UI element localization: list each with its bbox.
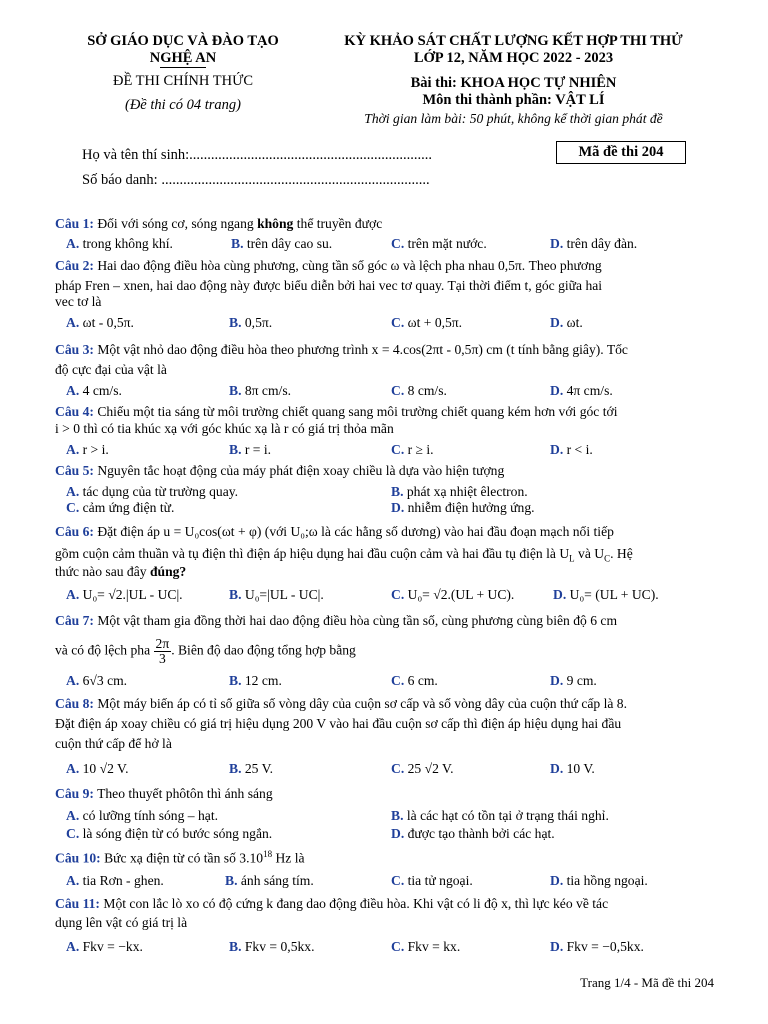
- question-9: Câu 9: Theo thuyết phôtôn thì ánh sáng: [55, 786, 273, 801]
- q5-option-b[interactable]: B. phát xạ nhiệt êlectron.: [391, 484, 528, 499]
- question-6: Câu 6: Đặt điện áp u = U₀cos(ωt + φ) (với U₀;ω là các hằng số dương) vào hai đầu đoạn mạch nối tiếp: [55, 524, 614, 539]
- question-8-line2: Đặt điện áp xoay chiều có giá trị hiệu dụng 200 V vào hai đầu cuộn sơ cấp thì điện áp hiệu dụng hai đầu: [55, 716, 622, 731]
- question-6-line3: thức nào sau đây đúng?: [55, 564, 187, 579]
- exam-subject-group: Bài thi: KHOA HỌC TỰ NHIÊN: [410, 75, 617, 91]
- q8-option-c[interactable]: C. 25 √2 V.: [391, 761, 454, 776]
- q1-option-b[interactable]: B. trên dây cao su.: [231, 236, 333, 251]
- q3-option-b[interactable]: B. 8π cm/s.: [229, 383, 292, 398]
- q4-option-c[interactable]: C. r ≥ i.: [391, 442, 434, 457]
- q9-option-d[interactable]: D. được tạo thành bởi các hạt.: [391, 826, 555, 841]
- question-3-line2: độ cực đại của vật là: [55, 362, 167, 377]
- question-11-line2: dụng lên vật có giá trị là: [55, 915, 188, 930]
- question-7-line2: và có độ lệch pha $\frac{2\pi}{3}$ . Biên độ dao động tổng hợp bằng: [55, 636, 356, 666]
- q8-option-b[interactable]: B. 25 V.: [229, 761, 274, 776]
- q4-option-b[interactable]: B. r = i.: [229, 442, 272, 457]
- question-6-line2: gồm cuộn cảm thuần và tụ điện thì điện áp hiệu dụng hai đầu cuộn cảm và hai đầu tụ điện là $U_L$ và $U_C$. Hệ: [55, 546, 633, 564]
- exam-duration: Thời gian làm bài: 50 phút, không kể thời gian phát đề: [364, 111, 663, 126]
- q7-option-a[interactable]: A. 6√3 cm.: [66, 673, 128, 688]
- q2-option-d[interactable]: D. ωt.: [550, 315, 583, 330]
- candidate-name-field: Họ và tên thí sinh:...................................................................: [82, 147, 433, 163]
- question-text: thể truyền được: [293, 216, 383, 231]
- candidate-id-field: Số báo danh: ..........................................................................: [82, 172, 430, 188]
- exam-title: KỲ KHẢO SÁT CHẤT LƯỢNG KẾT HỢP THI THỬ: [344, 33, 683, 49]
- q10-option-d[interactable]: D. tia hồng ngoại.: [550, 873, 648, 888]
- q4-option-a[interactable]: A. r > i.: [66, 442, 109, 457]
- question-text: Đối với sóng cơ, sóng ngang: [97, 216, 258, 231]
- q6-option-a[interactable]: A. U₀= √2.|UL - UC|.: [66, 587, 183, 602]
- q7-option-c[interactable]: C. 6 cm.: [391, 673, 438, 688]
- q6-option-b[interactable]: B. U₀=|UL - UC|.: [229, 587, 324, 602]
- question-8: Câu 8: Một máy biến áp có tỉ số giữa số vòng dây của cuộn sơ cấp và số vòng dây của cuộn thứ cấp là 8.: [55, 696, 627, 711]
- q5-option-c[interactable]: C. cảm ứng điện từ.: [66, 500, 175, 515]
- q2-option-c[interactable]: C. ωt + 0,5π.: [391, 315, 463, 330]
- q1-option-a[interactable]: A. trong không khí.: [66, 236, 173, 251]
- question-8-line3: cuộn thứ cấp để hở là: [55, 736, 172, 751]
- q7-option-b[interactable]: B. 12 cm.: [229, 673, 282, 688]
- q11-option-c[interactable]: C. Fkv = kx.: [391, 939, 461, 954]
- q9-option-c[interactable]: C. là sóng điện từ có bước sóng ngắn.: [66, 826, 273, 841]
- q8-option-a[interactable]: A. 10 √2 V.: [66, 761, 129, 776]
- question-2-line3: vec tơ là: [55, 294, 102, 309]
- question-4: Câu 4: Chiếu một tia sáng từ môi trường chiết quang sang môi trường chiết quang kém hơn với góc tới: [55, 404, 618, 419]
- q2-option-b[interactable]: B. 0,5π.: [229, 315, 273, 330]
- q3-option-d[interactable]: D. 4π cm/s.: [550, 383, 613, 398]
- question-11: Câu 11: Một con lắc lò xo có độ cứng k đang dao động điều hòa. Khi vật có li độ x, thì lực kéo về tác: [55, 896, 609, 911]
- q6-option-d[interactable]: D. U₀= (UL + UC).: [553, 587, 659, 602]
- q10-option-b[interactable]: B. ánh sáng tím.: [225, 873, 314, 888]
- exam-subject: Môn thi thành phần: VẬT LÍ: [422, 92, 605, 108]
- q5-option-a[interactable]: A. tác dụng của từ trường quay.: [66, 484, 239, 499]
- q11-option-a[interactable]: A. Fkv = −kx.: [66, 939, 143, 954]
- question-10: Câu 10: Bức xạ điện từ có tần số 3.10$^{18}$ Hz là: [55, 849, 305, 866]
- official-label: ĐỀ THI CHÍNH THỨC: [112, 73, 253, 89]
- department-name: SỞ GIÁO DỤC VÀ ĐÀO TẠO: [87, 33, 279, 49]
- question-number: Câu 1:: [55, 216, 94, 231]
- q9-option-a[interactable]: A. có lưỡng tính sóng – hạt.: [66, 808, 219, 823]
- question-4-line2: i > 0 thì có tia khúc xạ với góc khúc xạ là r có giá trị thỏa mãn: [55, 421, 394, 436]
- question-7: Câu 7: Một vật tham gia đồng thời hai dao động điều hòa cùng tần số, cùng phương cùng biên độ 6 cm: [55, 613, 618, 628]
- page-count-note: (Đề thi có 04 trang): [125, 97, 241, 113]
- q4-option-d[interactable]: D. r < i.: [550, 442, 593, 457]
- q10-option-a[interactable]: A. tia Rơn - ghen.: [66, 873, 164, 888]
- q7-option-d[interactable]: D. 9 cm.: [550, 673, 597, 688]
- question-2-line2: pháp Fren – xnen, hai dao động này được biểu diễn bởi hai vec tơ quay. Tại thời điểm t, góc giữa hai: [55, 278, 603, 293]
- q10-option-c[interactable]: C. tia tử ngoại.: [391, 873, 473, 888]
- province-name: NGHỆ AN: [149, 50, 217, 66]
- q8-option-d[interactable]: D. 10 V.: [550, 761, 595, 776]
- exam-code-box: Mã đề thi 204: [556, 141, 686, 164]
- page-footer: Trang 1/4 - Mã đề thi 204: [580, 975, 714, 990]
- question-2: Câu 2: Hai dao động điều hòa cùng phương, cùng tần số góc ω và lệch pha nhau 0,5π. Theo phương: [55, 258, 602, 273]
- q1-option-c[interactable]: C. trên mặt nước.: [391, 236, 487, 251]
- exam-grade-year: LỚP 12, NĂM HỌC 2022 - 2023: [413, 50, 614, 66]
- question-5: Câu 5: Nguyên tắc hoạt động của máy phát điện xoay chiều là dựa vào hiện tượng: [55, 463, 505, 478]
- q3-option-c[interactable]: C. 8 cm/s.: [391, 383, 447, 398]
- q9-option-b[interactable]: B. là các hạt có tồn tại ở trạng thái nghỉ.: [391, 808, 609, 823]
- q1-option-d[interactable]: D. trên dây đàn.: [550, 236, 638, 251]
- question-1: [55, 216, 382, 232]
- question-3: Câu 3: Một vật nhỏ dao động điều hòa theo phương trình x = 4.cos(2πt - 0,5π) cm (t tính bằng giây). Tốc: [55, 342, 628, 357]
- phase-fraction: $\frac{2\pi}{3}$: [155, 636, 170, 666]
- q11-option-b[interactable]: B. Fkv = 0,5kx.: [229, 939, 315, 954]
- q2-option-a[interactable]: A. ωt - 0,5π.: [66, 315, 134, 330]
- q5-option-d[interactable]: D. nhiễm điện hưởng ứng.: [391, 500, 535, 515]
- question-emphasis: không: [257, 216, 294, 231]
- q3-option-a[interactable]: A. 4 cm/s.: [66, 383, 122, 398]
- header-divider: [160, 67, 206, 68]
- q11-option-d[interactable]: D. Fkv = −0,5kx.: [550, 939, 644, 954]
- q6-option-c[interactable]: C. U₀= √2.(UL + UC).: [391, 587, 515, 602]
